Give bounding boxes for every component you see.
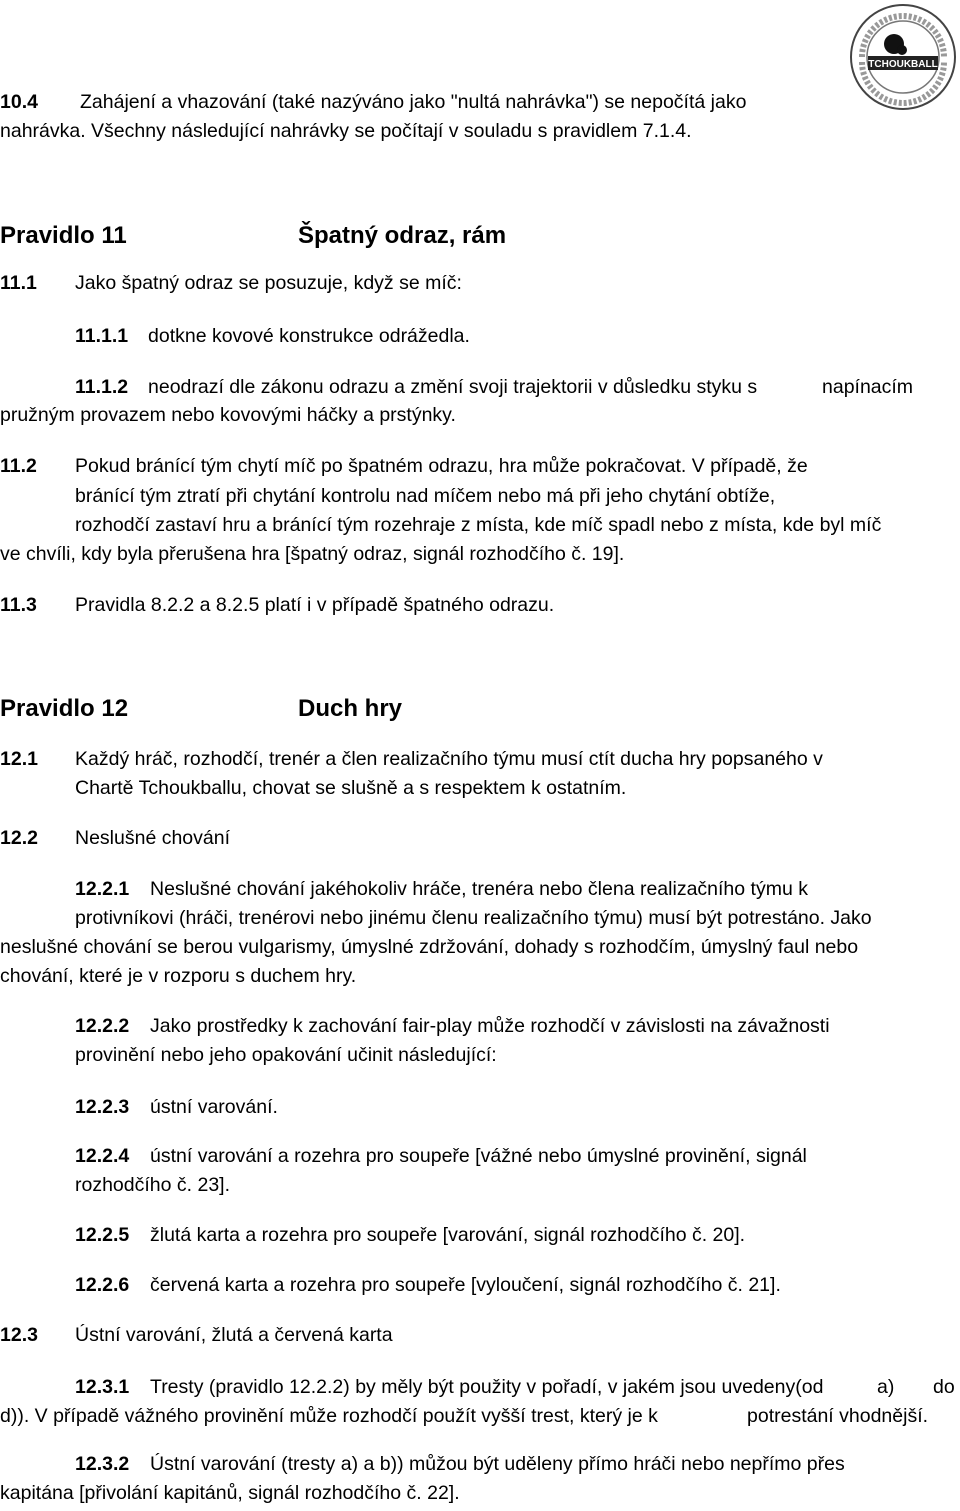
section-11-2-number: 11.2	[0, 455, 37, 477]
section-12-2-2-line2: provinění nebo jeho opakování učinit následující:	[75, 1044, 497, 1066]
section-12-3-1-line2-end: potrestání vhodnější.	[747, 1405, 929, 1427]
section-11-2-line4: ve chvíli, kdy byla přerušena hra [špatný odraz, signál rozhodčího č. 19].	[0, 543, 625, 565]
section-12-2-text: Neslušné chování	[75, 827, 231, 849]
section-12-2-2-number: 12.2.2	[75, 1015, 130, 1037]
section-12-3-1-line1-a: a)	[877, 1376, 895, 1398]
section-12-2-2-line1: Jako prostředky k zachování fair-play může rozhodčí v závislosti na závažnosti	[150, 1015, 830, 1037]
section-12-2-4-number: 12.2.4	[75, 1145, 130, 1167]
section-12-1-line2: Chartě Tchoukballu, chovat se slušně a s respektem k ostatním.	[75, 777, 627, 799]
section-12-3-1-number: 12.3.1	[75, 1376, 130, 1398]
section-12-2-5-text: žlutá karta a rozehra pro soupeře [varování, signál rozhodčího č. 20].	[150, 1224, 746, 1246]
section-12-2-3-text: ústní varování.	[150, 1096, 278, 1118]
section-12-2-4-line2: rozhodčího č. 23].	[75, 1174, 231, 1196]
section-11-1-number: 11.1	[0, 272, 37, 294]
section-12-1-number: 12.1	[0, 748, 38, 770]
section-11-2-line3: rozhodčí zastaví hru a bránící tým rozehraje z místa, kde míč spadl nebo z místa, kde byl míč	[75, 514, 882, 536]
section-11-1-2-line2: pružným provazem nebo kovovými háčky a prstýnky.	[0, 404, 456, 426]
section-11-3-text: Pravidla 8.2.2 a 8.2.5 platí i v případě špatného odrazu.	[75, 594, 555, 616]
section-10-4-line1: Zahájení a vhazování (také nazýváno jako "nultá nahrávka") se nepočítá jako	[80, 91, 747, 113]
section-12-3-2-number: 12.3.2	[75, 1453, 130, 1475]
section-12-2-5-number: 12.2.5	[75, 1224, 130, 1246]
association-logo	[848, 2, 958, 112]
section-12-1-line1: Každý hráč, rozhodčí, trenér a člen realizačního týmu musí ctít ducha hry popsaného v	[75, 748, 823, 770]
section-12-2-6-number: 12.2.6	[75, 1274, 130, 1296]
section-10-4-line2: nahrávka. Všechny následující nahrávky se počítají v souladu s pravidlem 7.1.4.	[0, 120, 692, 142]
section-12-3-2-line2: kapitána [přivolání kapitánů, signál rozhodčího č. 22].	[0, 1482, 460, 1504]
section-11-1-1-number: 11.1.1	[75, 325, 129, 347]
section-12-3-1-line1: Tresty (pravidlo 12.2.2) by měly být použity v pořadí, v jakém jsou uvedeny(od	[150, 1376, 824, 1398]
section-12-2-3-number: 12.2.3	[75, 1096, 130, 1118]
rule-12-title: Duch hry	[298, 695, 403, 722]
section-12-2-number: 12.2	[0, 827, 38, 849]
logo-text: TCHOUKBALL	[868, 59, 938, 70]
section-12-2-1-line4: chování, které je v rozporu s duchem hry.	[0, 965, 357, 987]
section-12-3-1-line1-do: do	[933, 1376, 955, 1398]
section-12-3-number: 12.3	[0, 1324, 38, 1346]
section-12-2-6-text: červená karta a rozehra pro soupeře [vyloučení, signál rozhodčího č. 21].	[150, 1274, 781, 1296]
section-11-1-2-line1-end: napínacím	[822, 376, 914, 398]
section-12-2-1-line3: neslušné chování se berou vulgarismy, úmyslné zdržování, dohady s rozhodčím, úmyslný faul nebo	[0, 936, 859, 958]
rule-12-label: Pravidlo 12	[0, 695, 129, 722]
section-11-1-2-number: 11.1.2	[75, 376, 129, 398]
section-11-1-1-text: dotkne kovové konstrukce odrážedla.	[148, 325, 470, 347]
section-12-3-text: Ústní varování, žlutá a červená karta	[75, 1324, 393, 1346]
section-12-2-1-line2: protivníkovi (hráči, trenérovi nebo jinému členu realizačního týmu) musí být potrestáno. Jako	[75, 907, 872, 929]
section-11-1-text: Jako špatný odraz se posuzuje, když se míč:	[75, 272, 462, 294]
section-11-3-number: 11.3	[0, 594, 37, 616]
rule-11-label: Pravidlo 11	[0, 222, 127, 249]
section-12-2-1-line1: Neslušné chování jakéhokoliv hráče, trenéra nebo člena realizačního týmu k	[150, 878, 808, 900]
section-11-2-line1: Pokud bránící tým chytí míč po špatném odrazu, hra může pokračovat. V případě, že	[75, 455, 808, 477]
rule-11-title: Špatný odraz, rám	[298, 222, 507, 249]
section-11-1-2-line1: neodrazí dle zákonu odrazu a změní svoji trajektorii v důsledku styku s	[148, 376, 758, 398]
section-11-2-line2: bránící tým ztratí při chytání kontrolu nad míčem nebo má při jeho chytání obtíže,	[75, 485, 776, 507]
section-12-3-2-line1: Ústní varování (tresty a) a b)) můžou být uděleny přímo hráči nebo nepřímo přes	[150, 1453, 845, 1475]
section-10-4-number: 10.4	[0, 91, 38, 113]
section-12-2-1-number: 12.2.1	[75, 878, 130, 900]
section-12-3-1-line2: d)). V případě vážného provinění může rozhodčí použít vyšší trest, který je k	[0, 1405, 658, 1427]
section-12-2-4-line1: ústní varování a rozehra pro soupeře [vážné nebo úmyslné provinění, signál	[150, 1145, 807, 1167]
